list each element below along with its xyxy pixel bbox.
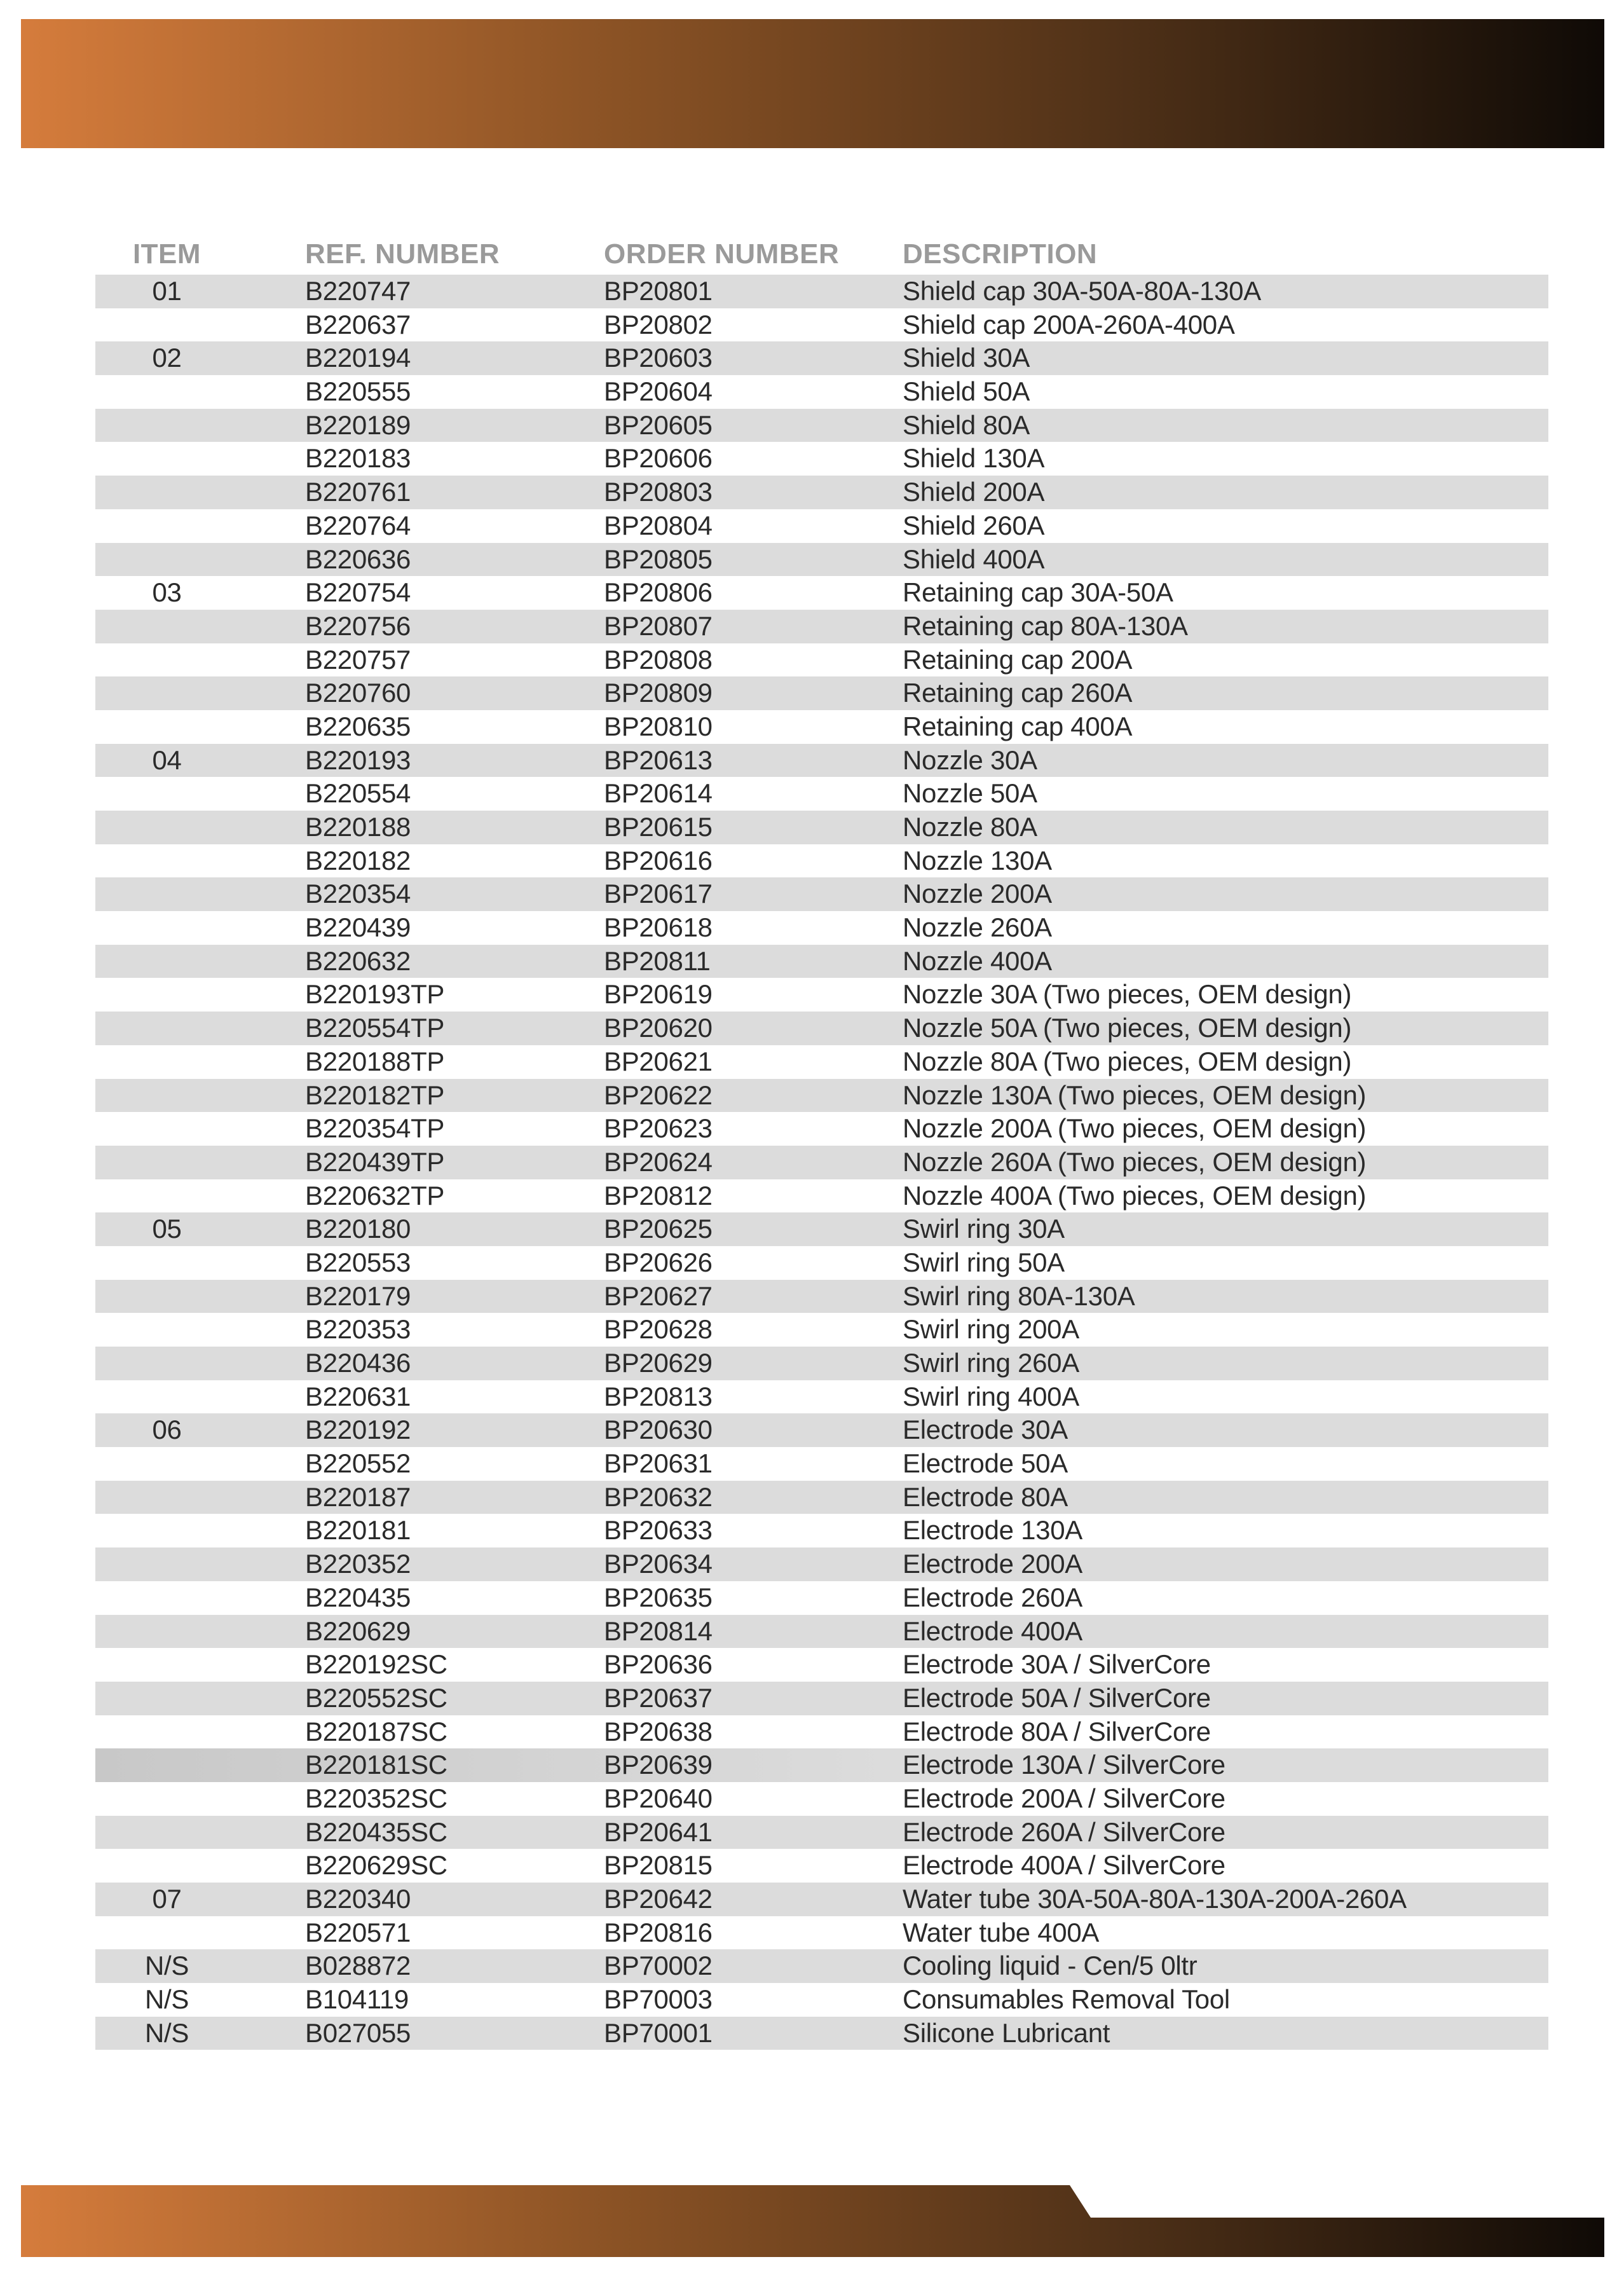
cell-ref-number: B220552: [305, 1448, 411, 1479]
cell-order-number: BP20626: [604, 1247, 713, 1277]
table-row: [0, 476, 1624, 509]
cell-order-number: BP20802: [604, 309, 713, 340]
cell-ref-number: B220189: [305, 409, 411, 440]
table-row: [0, 576, 1624, 610]
cell-item: [95, 1380, 238, 1414]
table-row: [0, 1581, 1624, 1615]
cell-item: 06: [152, 1415, 182, 1445]
header-ref-number: REF. NUMBER: [305, 238, 500, 270]
cell-description: Electrode 260A: [903, 1582, 1082, 1612]
cell-order-number: BP20613: [604, 744, 713, 775]
cell-ref-number: B220187: [305, 1481, 411, 1512]
cell-order-number: BP20621: [604, 1046, 713, 1076]
cell-order-number: BP20813: [604, 1381, 713, 1411]
cell-item: [95, 1615, 238, 1649]
cell-description: Swirl ring 30A: [903, 1214, 1065, 1244]
cell-description: Electrode 130A / SilverCore: [903, 1750, 1225, 1780]
cell-order-number: BP20804: [604, 510, 713, 540]
cell-item: [95, 945, 238, 978]
cell-order-number: BP20631: [604, 1448, 713, 1479]
cell-order-number: BP20637: [604, 1682, 713, 1713]
cell-item: [95, 543, 238, 577]
table-row: [0, 1514, 1624, 1547]
cell-ref-number: B220571: [305, 1917, 411, 1947]
cell-item: N/S: [144, 1984, 189, 2015]
cell-ref-number: B104119: [305, 1984, 409, 2015]
cell-item: [95, 676, 238, 710]
cell-ref-number: B220761: [305, 477, 411, 507]
table-row: [0, 1682, 1624, 1715]
cell-ref-number: B220636: [305, 544, 411, 574]
cell-ref-number: B220747: [305, 276, 411, 306]
cell-order-number: BP20811: [604, 945, 711, 976]
cell-description: Nozzle 260A: [903, 912, 1052, 943]
table-row: [0, 375, 1624, 409]
cell-order-number: BP20809: [604, 678, 713, 708]
cell-order-number: BP20629: [604, 1348, 713, 1378]
cell-ref-number: B220354TP: [305, 1113, 445, 1144]
cell-item: [95, 1682, 238, 1715]
cell-order-number: BP20625: [604, 1214, 713, 1244]
cell-item: 02: [152, 343, 182, 373]
cell-ref-number: B220632TP: [305, 1180, 445, 1211]
cell-item: [95, 409, 238, 443]
table-row: [0, 744, 1624, 778]
table-row: [0, 1715, 1624, 1749]
cell-ref-number: B220756: [305, 610, 411, 641]
cell-item: [95, 1447, 238, 1481]
cell-ref-number: B220192: [305, 1415, 411, 1445]
table-row: [0, 1748, 1624, 1782]
table-row: [0, 1615, 1624, 1649]
cell-description: Nozzle 30A (Two pieces, OEM design): [903, 979, 1352, 1010]
cell-item: [95, 1514, 238, 1547]
table-row: [0, 877, 1624, 911]
table-row: [0, 1916, 1624, 1950]
cell-description: Retaining cap 400A: [903, 711, 1133, 741]
cell-order-number: BP20606: [604, 443, 713, 474]
table-row: [0, 945, 1624, 978]
cell-description: Nozzle 400A: [903, 945, 1052, 976]
cell-description: Shield 30A: [903, 343, 1030, 373]
cell-description: Consumables Removal Tool: [903, 1984, 1230, 2015]
cell-description: Nozzle 130A: [903, 845, 1052, 875]
cell-item: 04: [152, 744, 182, 775]
cell-order-number: BP20632: [604, 1481, 713, 1512]
cell-order-number: BP20807: [604, 610, 713, 641]
cell-ref-number: B220764: [305, 510, 411, 540]
cell-order-number: BP20641: [604, 1816, 713, 1847]
table-row: [0, 1347, 1624, 1380]
cell-ref-number: B220182: [305, 845, 411, 875]
table-row: [0, 1849, 1624, 1883]
cell-item: [95, 1313, 238, 1347]
cell-item: [95, 777, 238, 811]
cell-description: Nozzle 80A: [903, 812, 1037, 842]
cell-description: Electrode 400A: [903, 1616, 1082, 1646]
table-row: [0, 911, 1624, 945]
cell-order-number: BP20618: [604, 912, 713, 943]
cell-ref-number: B027055: [305, 2017, 411, 2048]
cell-item: [95, 1648, 238, 1682]
table-row: [0, 710, 1624, 744]
parts-table-body: [0, 275, 1624, 2050]
cell-order-number: BP70001: [604, 2017, 713, 2048]
table-row: [0, 409, 1624, 443]
table-row: [0, 1212, 1624, 1246]
cell-order-number: BP20624: [604, 1146, 713, 1177]
cell-ref-number: B220555: [305, 376, 411, 407]
cell-order-number: BP20628: [604, 1314, 713, 1345]
cell-item: [95, 1481, 238, 1514]
cell-order-number: BP20642: [604, 1884, 713, 1914]
cell-ref-number: B220629SC: [305, 1850, 447, 1881]
table-row: [0, 1547, 1624, 1581]
header-item: ITEM: [132, 238, 201, 270]
table-row: [0, 1983, 1624, 2017]
cell-ref-number: B220631: [305, 1381, 411, 1411]
cell-description: Electrode 50A: [903, 1448, 1068, 1479]
cell-order-number: BP20814: [604, 1616, 713, 1646]
cell-item: [95, 1916, 238, 1950]
cell-order-number: BP20808: [604, 644, 713, 675]
table-row: [0, 1045, 1624, 1079]
cell-description: Electrode 30A: [903, 1415, 1068, 1445]
table-row: [0, 1313, 1624, 1347]
cell-ref-number: B220439TP: [305, 1146, 445, 1177]
top-banner-gradient: [21, 19, 1604, 148]
cell-ref-number: B220188: [305, 812, 411, 842]
cell-ref-number: B220439: [305, 912, 411, 943]
cell-description: Shield cap 200A-260A-400A: [903, 309, 1235, 340]
cell-order-number: BP20622: [604, 1080, 713, 1110]
cell-description: Shield 200A: [903, 477, 1045, 507]
cell-item: [95, 877, 238, 911]
cell-description: Nozzle 260A (Two pieces, OEM design): [903, 1146, 1367, 1177]
cell-item: [95, 1246, 238, 1280]
cell-description: Electrode 260A / SilverCore: [903, 1816, 1225, 1847]
cell-item: [95, 1849, 238, 1883]
table-row: [0, 1012, 1624, 1045]
cell-description: Swirl ring 200A: [903, 1314, 1079, 1345]
cell-ref-number: B220180: [305, 1214, 411, 1244]
cell-description: Shield 80A: [903, 409, 1030, 440]
table-header-row: [0, 235, 1624, 273]
table-row: [0, 1413, 1624, 1447]
cell-order-number: BP20620: [604, 1013, 713, 1043]
cell-description: Swirl ring 400A: [903, 1381, 1079, 1411]
cell-description: Nozzle 200A (Two pieces, OEM design): [903, 1113, 1367, 1144]
cell-item: 05: [152, 1214, 182, 1244]
cell-item: [95, 1146, 238, 1179]
cell-description: Electrode 200A: [903, 1549, 1082, 1579]
cell-item: [95, 1280, 238, 1314]
cell-description: Shield 50A: [903, 376, 1030, 407]
table-row: [0, 308, 1624, 342]
cell-ref-number: B220183: [305, 443, 411, 474]
cell-ref-number: B220637: [305, 309, 411, 340]
cell-ref-number: B220354: [305, 879, 411, 909]
cell-order-number: BP20638: [604, 1716, 713, 1746]
table-row: [0, 811, 1624, 844]
cell-order-number: BP20627: [604, 1280, 713, 1311]
table-row: [0, 442, 1624, 476]
table-row: [0, 844, 1624, 878]
cell-description: Electrode 30A / SilverCore: [903, 1649, 1211, 1680]
cell-ref-number: B220181: [305, 1515, 411, 1546]
cell-description: Nozzle 130A (Two pieces, OEM design): [903, 1080, 1367, 1110]
cell-description: Shield cap 30A-50A-80A-130A: [903, 276, 1261, 306]
cell-description: Electrode 130A: [903, 1515, 1082, 1546]
cell-order-number: BP20604: [604, 376, 713, 407]
cell-order-number: BP20615: [604, 812, 713, 842]
table-row: [0, 1481, 1624, 1514]
table-row: [0, 777, 1624, 811]
cell-item: [95, 375, 238, 409]
cell-order-number: BP20619: [604, 979, 713, 1010]
cell-description: Retaining cap 200A: [903, 644, 1133, 675]
cell-description: Electrode 50A / SilverCore: [903, 1682, 1211, 1713]
table-row: [0, 1079, 1624, 1113]
cell-order-number: BP20640: [604, 1783, 713, 1813]
cell-item: [95, 811, 238, 844]
table-row: [0, 509, 1624, 543]
cell-ref-number: B220192SC: [305, 1649, 447, 1680]
cell-order-number: BP20815: [604, 1850, 713, 1881]
cell-order-number: BP20816: [604, 1917, 713, 1947]
table-row: [0, 1447, 1624, 1481]
cell-item: [95, 1112, 238, 1146]
cell-ref-number: B220179: [305, 1280, 411, 1311]
cell-item: 03: [152, 577, 182, 608]
cell-ref-number: B220760: [305, 678, 411, 708]
cell-description: Swirl ring 260A: [903, 1348, 1079, 1378]
cell-ref-number: B220187SC: [305, 1716, 447, 1746]
table-row: [0, 1782, 1624, 1816]
cell-order-number: BP20805: [604, 544, 713, 574]
table-row: [0, 978, 1624, 1012]
cell-order-number: BP20630: [604, 1415, 713, 1445]
table-row: [0, 275, 1624, 308]
cell-ref-number: B220182TP: [305, 1080, 445, 1110]
cell-description: Electrode 80A / SilverCore: [903, 1716, 1211, 1746]
cell-ref-number: B220340: [305, 1884, 411, 1914]
cell-ref-number: B220554TP: [305, 1013, 445, 1043]
cell-item: 07: [152, 1884, 182, 1914]
table-row: [0, 1883, 1624, 1916]
cell-ref-number: B220188TP: [305, 1046, 445, 1076]
table-row: [0, 1112, 1624, 1146]
cell-ref-number: B220757: [305, 644, 411, 675]
header-order-number: ORDER NUMBER: [604, 238, 840, 270]
table-row: [0, 543, 1624, 577]
cell-ref-number: B220352SC: [305, 1783, 447, 1813]
cell-description: Silicone Lubricant: [903, 2017, 1110, 2048]
cell-description: Nozzle 50A (Two pieces, OEM design): [903, 1013, 1352, 1043]
cell-description: Nozzle 30A: [903, 744, 1037, 775]
cell-item: [95, 1012, 238, 1045]
cell-order-number: BP20603: [604, 343, 713, 373]
cell-item: [95, 911, 238, 945]
cell-item: [95, 978, 238, 1012]
table-row: [0, 1179, 1624, 1213]
cell-ref-number: B220352: [305, 1549, 411, 1579]
cell-item: [95, 476, 238, 509]
table-row: [0, 1280, 1624, 1314]
cell-item: [95, 509, 238, 543]
cell-ref-number: B220552SC: [305, 1682, 447, 1713]
cell-item: [95, 1816, 238, 1849]
cell-ref-number: B220435: [305, 1582, 411, 1612]
cell-ref-number: B220194: [305, 343, 411, 373]
cell-item: [95, 308, 238, 342]
cell-order-number: BP20605: [604, 409, 713, 440]
cell-ref-number: B220632: [305, 945, 411, 976]
cell-order-number: BP20806: [604, 577, 713, 608]
cell-item: [95, 1782, 238, 1816]
bottom-banner-gradient: [21, 2185, 1604, 2257]
cell-item: [95, 1179, 238, 1213]
cell-ref-number: B220635: [305, 711, 411, 741]
cell-item: [95, 1045, 238, 1079]
cell-ref-number: B220435SC: [305, 1816, 447, 1847]
cell-description: Shield 260A: [903, 510, 1045, 540]
cell-description: Nozzle 400A (Two pieces, OEM design): [903, 1180, 1367, 1211]
cell-ref-number: B220553: [305, 1247, 411, 1277]
cell-order-number: BP20617: [604, 879, 713, 909]
cell-description: Nozzle 200A: [903, 879, 1052, 909]
cell-order-number: BP20633: [604, 1515, 713, 1546]
cell-ref-number: B220436: [305, 1348, 411, 1378]
header-description: DESCRIPTION: [903, 238, 1098, 270]
cell-description: Electrode 200A / SilverCore: [903, 1783, 1225, 1813]
cell-order-number: BP20635: [604, 1582, 713, 1612]
cell-description: Cooling liquid - Cen/5 0ltr: [903, 1951, 1198, 1981]
cell-description: Electrode 80A: [903, 1481, 1068, 1512]
cell-item: [95, 1715, 238, 1749]
cell-description: Retaining cap 30A-50A: [903, 577, 1173, 608]
cell-item: [95, 1079, 238, 1113]
cell-item: [95, 1347, 238, 1380]
table-row: [0, 341, 1624, 375]
cell-item: [95, 1581, 238, 1615]
cell-item: [95, 1748, 238, 1782]
cell-order-number: BP70002: [604, 1951, 713, 1981]
table-row: [0, 610, 1624, 643]
cell-order-number: BP20634: [604, 1549, 713, 1579]
cell-ref-number: B220754: [305, 577, 411, 608]
cell-order-number: BP20810: [604, 711, 713, 741]
cell-description: Retaining cap 260A: [903, 678, 1133, 708]
table-row: [0, 1816, 1624, 1849]
cell-order-number: BP20803: [604, 477, 713, 507]
cell-item: [95, 1547, 238, 1581]
table-row: [0, 1380, 1624, 1414]
cell-description: Water tube 400A: [903, 1917, 1100, 1947]
cell-ref-number: B220353: [305, 1314, 411, 1345]
cell-description: Electrode 400A / SilverCore: [903, 1850, 1225, 1881]
cell-description: Retaining cap 80A-130A: [903, 610, 1188, 641]
cell-item: [95, 442, 238, 476]
cell-ref-number: B220554: [305, 778, 411, 809]
cell-order-number: BP20636: [604, 1649, 713, 1680]
cell-description: Nozzle 50A: [903, 778, 1037, 809]
cell-ref-number: B220181SC: [305, 1750, 447, 1780]
table-row: [0, 2017, 1624, 2050]
cell-description: Shield 400A: [903, 544, 1045, 574]
cell-ref-number: B028872: [305, 1951, 411, 1981]
table-row: [0, 1146, 1624, 1179]
table-row: [0, 676, 1624, 710]
cell-item: [95, 710, 238, 744]
table-row: [0, 643, 1624, 677]
cell-item: [95, 610, 238, 643]
cell-order-number: BP20616: [604, 845, 713, 875]
cell-order-number: BP20614: [604, 778, 713, 809]
cell-item: [95, 643, 238, 677]
cell-order-number: BP20623: [604, 1113, 713, 1144]
table-row: [0, 1949, 1624, 1983]
cell-description: Swirl ring 80A-130A: [903, 1280, 1135, 1311]
cell-order-number: BP20639: [604, 1750, 713, 1780]
cell-item: N/S: [144, 2017, 189, 2048]
cell-order-number: BP70003: [604, 1984, 713, 2015]
cell-item: [95, 844, 238, 878]
cell-item: N/S: [144, 1951, 189, 1981]
cell-order-number: BP20812: [604, 1180, 713, 1211]
cell-description: Swirl ring 50A: [903, 1247, 1065, 1277]
cell-order-number: BP20801: [604, 276, 713, 306]
table-row: [0, 1648, 1624, 1682]
cell-description: Nozzle 80A (Two pieces, OEM design): [903, 1046, 1352, 1076]
cell-ref-number: B220193TP: [305, 979, 445, 1010]
cell-description: Water tube 30A-50A-80A-130A-200A-260A: [903, 1884, 1407, 1914]
cell-item: 01: [152, 276, 182, 306]
cell-description: Shield 130A: [903, 443, 1045, 474]
cell-ref-number: B220629: [305, 1616, 411, 1646]
cell-ref-number: B220193: [305, 744, 411, 775]
table-row: [0, 1246, 1624, 1280]
